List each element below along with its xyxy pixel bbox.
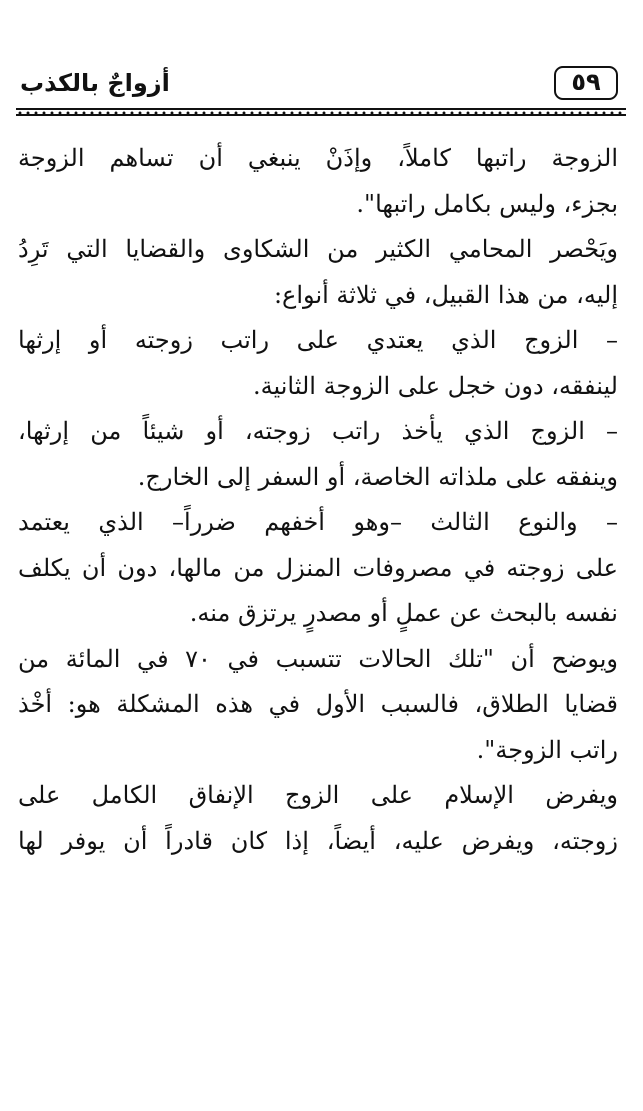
- running-title: أزواجٌ بالكذب: [20, 69, 170, 97]
- text-line: بجزء، وليس بكامل راتبها".: [356, 189, 618, 218]
- text-line: وينفقه على ملذاته الخاصة، أو السفر إلى الخارج.: [137, 462, 618, 491]
- text-line: نفسه بالبحث عن عملٍ أو مصدرٍ يرتزق منه.: [189, 599, 618, 627]
- text-line: راتب الزوجة".: [476, 735, 618, 764]
- text-line: ويَحْصر المحامي الكثير من الشكاوى والقضايا التي تَرِدُ: [18, 235, 618, 263]
- text-line: – الزوج الذي يأخذ راتب زوجته، أو شيئاً من إرثها،: [18, 417, 618, 445]
- text-line: على زوجته في مصروفات المنزل من مالها، دون أن يكلف: [18, 553, 618, 582]
- page-number: ٥٩: [571, 68, 601, 96]
- header-rule: [16, 108, 626, 116]
- text-line: ويفرض الإسلام على الزوج الإنفاق الكامل على: [18, 781, 618, 809]
- page-header: [16, 66, 626, 106]
- text-line: ويوضح أن "تلك الحالات تتسبب في ٧٠ في المائة من: [18, 644, 618, 673]
- text-line: إليه، من هذا القبيل، في ثلاثة أنواع:: [273, 280, 618, 309]
- text-line: الزوجة راتبها كاملاً، وإذَنْ ينبغي أن تساهم الزوجة: [18, 144, 618, 172]
- text-line: – الزوج الذي يعتدي على راتب زوجته أو إرثها: [18, 326, 618, 354]
- body-text: [18, 136, 618, 864]
- text-line: زوجته، ويفرض عليه، أيضاً، إذا كان قادراً أن يوفر لها: [18, 826, 618, 855]
- text-line: – والنوع الثالث –وهو أخفهم ضرراً– الذي يعتمد: [18, 508, 618, 536]
- text-line: لينفقه، دون خجل على الزوجة الثانية.: [253, 371, 618, 400]
- page-number-box: [554, 66, 618, 100]
- text-line: قضايا الطلاق، فالسبب الأول في هذه المشكلة هو: أخْذ: [18, 690, 618, 718]
